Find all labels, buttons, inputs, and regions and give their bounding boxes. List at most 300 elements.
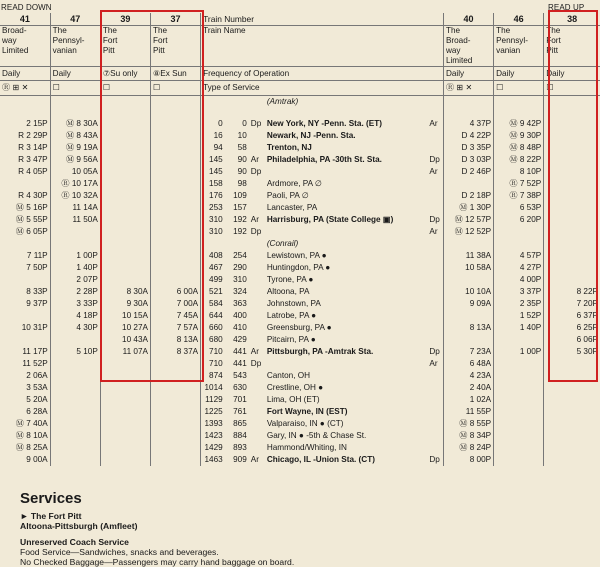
c47-cell: 2 07P <box>50 274 100 286</box>
c47-cell: Ⓜ 9 19A <box>50 142 100 154</box>
km-cell: 1129 <box>201 394 225 406</box>
c47-cell <box>50 442 100 454</box>
service-type-cell: ☐ <box>50 81 100 96</box>
mi-cell: 254 <box>233 251 247 260</box>
c38-cell <box>544 118 600 130</box>
c39-cell <box>100 178 150 190</box>
km-cell: 710 710 <box>201 346 225 370</box>
station-cell: Pittsburgh, PA -Amtrak Sta. <box>266 347 374 356</box>
c47-cell: 4 18P <box>50 310 100 322</box>
services-food: Food Service—Sandwiches, snacks and beverages. <box>20 547 219 557</box>
ad2-cell: Dp Ar <box>429 215 440 236</box>
ad2-cell <box>427 310 443 322</box>
train-number-cell: 41 <box>0 13 50 26</box>
ad1-cell <box>249 142 265 154</box>
c40-cell: Ⓜ 8 34P <box>443 430 493 442</box>
ad1-cell <box>249 310 265 322</box>
c47-cell: Ⓜ 8 30A <box>50 118 100 130</box>
ad1-cell: Ar Dp <box>250 215 262 236</box>
train-name-cell: The Fort Pitt <box>150 26 200 67</box>
table-row <box>0 130 600 142</box>
c39-cell <box>100 250 150 262</box>
station-cell: Johnstown, PA <box>266 299 321 308</box>
km-cell: 499 <box>201 274 225 286</box>
c41-cell <box>0 96 50 119</box>
c37-cell <box>150 274 200 286</box>
c38-cell <box>544 430 600 442</box>
frequency-cell: Daily <box>443 67 493 81</box>
ad2-cell <box>427 442 443 454</box>
station-cell: Paoli, PA ∅ <box>266 191 309 200</box>
c38-cell <box>544 394 600 406</box>
mi-cell: 324 <box>233 287 247 296</box>
table-row <box>0 202 600 214</box>
mi-cell: 0 <box>242 119 247 128</box>
c37-cell <box>150 178 200 190</box>
c37-cell: 6 00A <box>150 286 200 298</box>
c37-cell <box>150 130 200 142</box>
c38-cell: 8 22P <box>544 286 600 298</box>
service-type-cell: ☐ <box>150 81 200 96</box>
service-type-cell: ☐ <box>100 81 150 96</box>
table-row <box>0 442 600 454</box>
c37-cell: 7 00A <box>150 298 200 310</box>
c41-cell <box>0 334 50 346</box>
table-row <box>0 382 600 394</box>
c38-cell: 6 06P <box>544 334 600 346</box>
mi-cell: 310 <box>233 275 247 284</box>
km-cell: 660 <box>201 322 225 334</box>
c38-cell <box>544 154 600 178</box>
c47-cell <box>50 382 100 394</box>
c38-cell <box>544 202 600 214</box>
station-cell: New York, NY -Penn. Sta. (ET) <box>266 119 382 128</box>
c46-cell: 1 40P <box>494 322 544 334</box>
c40-cell: 11 55P <box>443 406 493 418</box>
mi-cell: 865 <box>233 419 247 428</box>
ad2-cell <box>427 418 443 430</box>
ad1-cell <box>249 178 265 190</box>
c46-cell <box>494 382 544 394</box>
c47-cell: 11 50A <box>50 214 100 238</box>
c37-cell <box>150 406 200 418</box>
service-type-cell: ☐ <box>494 81 544 96</box>
mi-cell: 630 <box>233 383 247 392</box>
c38-cell <box>544 130 600 142</box>
mi-cell: 90 90 <box>237 155 247 176</box>
table-row <box>0 190 600 202</box>
train-number-cell: Train Number <box>201 13 444 26</box>
c47-cell <box>50 96 100 119</box>
ad2-cell <box>427 96 443 119</box>
c39-cell <box>100 418 150 430</box>
mi-cell: 893 <box>233 443 247 452</box>
station-cell: Crestline, OH ● <box>266 383 324 392</box>
ad2-cell <box>427 298 443 310</box>
c40-cell: D 2 18P <box>443 190 493 202</box>
station-cell: Valparaiso, IN ● (CT) <box>266 419 344 428</box>
c39-cell <box>100 442 150 454</box>
c37-cell: 7 57A <box>150 322 200 334</box>
c47-cell <box>50 406 100 418</box>
station-cell: Philadelphia, PA -30th St. Sta. <box>266 155 382 164</box>
c46-cell: Ⓜ 8 48P <box>494 142 544 154</box>
c47-cell: Ⓜ 8 43A <box>50 130 100 142</box>
mi-cell: 701 <box>233 395 247 404</box>
c37-cell: 8 37A <box>150 346 200 370</box>
ad2-cell <box>427 238 443 250</box>
c46-cell <box>494 442 544 454</box>
c40-cell: Ⓜ 1 30P <box>443 202 493 214</box>
km-cell <box>201 238 225 250</box>
km-cell: 467 <box>201 262 225 274</box>
mi-cell <box>225 238 249 250</box>
c47-cell: 2 28P <box>50 286 100 298</box>
c39-cell <box>100 154 150 178</box>
mi-cell: 400 <box>233 311 247 320</box>
c47-cell <box>50 238 100 250</box>
c41-cell: 2 06A <box>26 371 48 380</box>
c40-cell: D 3 35P <box>443 142 493 154</box>
c46-cell <box>494 394 544 406</box>
table-row <box>0 96 600 119</box>
c41-cell: 9 00A <box>26 455 48 464</box>
ad1-cell: Dp <box>250 119 262 128</box>
table-row <box>0 418 600 430</box>
c38-cell <box>544 190 600 202</box>
read-down-caption: READ DOWN <box>1 3 52 12</box>
c37-cell <box>150 214 200 238</box>
table-row <box>0 274 600 286</box>
mi-cell: 410 <box>233 323 247 332</box>
c47-cell <box>50 418 100 430</box>
km-cell: 874 <box>201 370 225 382</box>
c47-cell: 5 10P <box>50 346 100 370</box>
c46-cell: 6 20P <box>494 214 544 238</box>
c40-cell: 8 00P <box>443 454 493 466</box>
mi-cell: 157 <box>233 203 247 212</box>
mi-cell: 98 <box>237 179 247 188</box>
c38-cell: 6 25P <box>544 322 600 334</box>
mi-cell <box>225 96 249 119</box>
mi-cell: 429 <box>233 335 247 344</box>
ad1-cell: Ar Dp <box>250 347 262 368</box>
km-cell: 1463 <box>201 454 225 466</box>
table-row <box>0 310 600 322</box>
c46-cell <box>494 454 544 466</box>
train-name-cell: The Broad- way Limited <box>443 26 493 67</box>
c37-cell <box>150 262 200 274</box>
ad1-cell <box>249 202 265 214</box>
c39-cell <box>100 394 150 406</box>
train-name-cell: The Fort Pitt <box>100 26 150 67</box>
c41-cell: 6 28A <box>26 407 48 416</box>
c37-cell <box>150 238 200 250</box>
services-train: ► The Fort Pitt <box>20 511 82 521</box>
c39-cell <box>100 370 150 382</box>
station-cell: (Amtrak) <box>266 97 299 106</box>
ad1-cell <box>249 298 265 310</box>
c38-cell <box>544 214 600 238</box>
ad2-cell: Dp Ar <box>429 155 440 176</box>
c46-cell: 4 57P <box>494 250 544 262</box>
c37-cell <box>150 418 200 430</box>
mi-cell: 58 <box>237 143 247 152</box>
station-cell: Lima, OH (ET) <box>266 395 320 404</box>
ad2-cell <box>427 274 443 286</box>
c38-cell <box>544 142 600 154</box>
ad1-cell <box>249 370 265 382</box>
c39-cell <box>100 454 150 466</box>
ad2-cell <box>427 250 443 262</box>
station-cell: Lewistown, PA ● <box>266 251 327 260</box>
station-cell: Pitcairn, PA ● <box>266 335 316 344</box>
table-row <box>0 322 600 334</box>
ad1-cell <box>249 130 265 142</box>
table-row <box>0 238 600 250</box>
ad1-cell <box>249 274 265 286</box>
frequency-cell: Daily <box>544 67 600 81</box>
frequency-cell: ⑧Ex Sun <box>150 67 200 81</box>
c39-cell <box>100 190 150 202</box>
service-type-cell: Ⓡ ⊞ ✕ <box>0 81 50 96</box>
c40-cell: 2 40A <box>443 382 493 394</box>
timetable <box>0 13 600 466</box>
station-cell: Latrobe, PA ● <box>266 311 317 320</box>
table-row <box>0 250 600 262</box>
ad2-cell <box>427 406 443 418</box>
c39-cell <box>100 214 150 238</box>
c41-cell <box>0 274 50 286</box>
c41-cell: 3 53A <box>26 383 48 392</box>
mi-cell: 761 <box>233 407 247 416</box>
ad1-cell <box>249 430 265 442</box>
c47-cell: 1 40P <box>50 262 100 274</box>
table-row <box>0 142 600 154</box>
c41-cell: 2 15P <box>26 119 48 128</box>
c38-cell <box>544 382 600 394</box>
mi-cell: 543 <box>233 371 247 380</box>
c37-cell <box>150 382 200 394</box>
c46-cell <box>494 418 544 430</box>
c37-cell <box>150 118 200 130</box>
service-type-cell: Ⓡ ⊞ ✕ <box>443 81 493 96</box>
c39-cell: 11 07A <box>100 346 150 370</box>
ad1-cell: Ar Dp <box>250 155 262 176</box>
train-number-cell: 39 <box>100 13 150 26</box>
table-row <box>0 154 600 178</box>
mi-cell: 884 <box>233 431 247 440</box>
c41-cell: Ⓜ 5 16P <box>15 203 48 212</box>
train-name-cell: Broad- way Limited <box>0 26 50 67</box>
c46-cell: 3 37P <box>494 286 544 298</box>
km-cell <box>201 96 225 119</box>
c37-cell <box>150 370 200 382</box>
c41-cell <box>0 178 50 190</box>
c39-cell <box>100 118 150 130</box>
table-row <box>0 394 600 406</box>
km-cell: 145 145 <box>201 154 225 178</box>
c39-cell: 10 43A <box>100 334 150 346</box>
c41-cell: Ⓜ 7 40A <box>15 419 48 428</box>
services-coach: Unreserved Coach Service <box>20 537 129 547</box>
services-section <box>20 490 580 567</box>
table-row <box>0 430 600 442</box>
service-type-cell: ☐ <box>544 81 600 96</box>
c41-cell: Ⓜ 8 10A <box>15 431 48 440</box>
km-cell: 16 <box>201 130 225 142</box>
mi-cell: 363 <box>233 299 247 308</box>
train-name-cell: Train Name <box>201 26 444 67</box>
c39-cell <box>100 96 150 119</box>
services-baggage: No Checked Baggage—Passengers may carry hand baggage on board. <box>20 557 295 567</box>
km-cell: 253 <box>201 202 225 214</box>
frequency-cell: Daily <box>494 67 544 81</box>
ad2-cell: Dp <box>429 455 440 464</box>
train-name-cell: The Pennsyl- vanian <box>494 26 544 67</box>
mi-cell: 109 <box>233 191 247 200</box>
ad2-cell <box>427 322 443 334</box>
station-cell: Lancaster, PA <box>266 203 318 212</box>
c47-cell <box>50 334 100 346</box>
ad1-cell: Ar <box>250 455 259 464</box>
c46-cell: Ⓜ 9 42P <box>494 118 544 130</box>
c46-cell: 6 53P <box>494 202 544 214</box>
mi-cell: 909 <box>233 455 247 464</box>
ad2-cell <box>427 190 443 202</box>
frequency-cell: Frequency of Operation <box>201 67 444 81</box>
c47-cell: 1 00P <box>50 250 100 262</box>
c38-cell: 7 20P <box>544 298 600 310</box>
c47-cell <box>50 430 100 442</box>
c38-cell <box>544 442 600 454</box>
c38-cell: 6 37P <box>544 310 600 322</box>
station-cell: Newark, NJ -Penn. Sta. <box>266 131 356 140</box>
c40-cell <box>443 334 493 346</box>
c39-cell <box>100 262 150 274</box>
c39-cell <box>100 142 150 154</box>
c40-cell <box>443 310 493 322</box>
c39-cell <box>100 238 150 250</box>
c40-cell: Ⓜ 8 55P <box>443 418 493 430</box>
c38-cell <box>544 370 600 382</box>
ad1-cell <box>249 406 265 418</box>
ad2-cell: Ar <box>429 119 438 128</box>
c40-cell: 11 38A <box>443 250 493 262</box>
station-cell: Altoona, PA <box>266 287 310 296</box>
c40-cell: 9 09A <box>443 298 493 310</box>
ad1-cell <box>249 442 265 454</box>
station-cell: Harrisburg, PA (State College ▣) <box>266 215 394 224</box>
train-number-cell: 38 <box>544 13 600 26</box>
c40-cell: 10 58A <box>443 262 493 274</box>
c41-cell: 10 31P <box>21 323 48 332</box>
ad2-cell <box>427 286 443 298</box>
read-up-caption: READ UP <box>548 3 585 12</box>
services-route: Altoona-Pittsburgh (Amfleet) <box>20 521 138 531</box>
table-row <box>0 118 600 130</box>
c41-cell: 9 37P <box>26 299 48 308</box>
ad2-cell <box>427 178 443 190</box>
c46-cell <box>494 334 544 346</box>
c40-cell <box>443 96 493 119</box>
c40-cell: D 4 22P <box>443 130 493 142</box>
table-row <box>0 334 600 346</box>
c40-cell: 4 37P <box>443 118 493 130</box>
km-cell: 0 <box>201 118 225 130</box>
c41-cell: 7 11P <box>26 251 48 260</box>
c37-cell <box>150 394 200 406</box>
c47-cell: Ⓡ 10 17A <box>50 178 100 190</box>
station-cell: Hammond/Whiting, IN <box>266 443 347 452</box>
station-cell: Greensburg, PA ● <box>266 323 332 332</box>
c37-cell <box>150 430 200 442</box>
c41-cell <box>0 310 50 322</box>
c40-cell: 7 23A 6 48A <box>443 346 493 370</box>
c47-cell <box>50 370 100 382</box>
c40-cell: 1 02A <box>443 394 493 406</box>
ad1-cell <box>249 418 265 430</box>
services-heading: Services <box>20 490 82 507</box>
c41-cell: R 3 14P <box>18 143 48 152</box>
c46-cell <box>494 238 544 250</box>
c41-cell: Ⓜ 8 25A <box>15 443 48 452</box>
ad2-cell <box>427 262 443 274</box>
ad1-cell <box>249 322 265 334</box>
c40-cell: 4 23A <box>443 370 493 382</box>
c39-cell: 8 30A <box>100 286 150 298</box>
c40-cell: 10 10A <box>443 286 493 298</box>
c47-cell: Ⓜ 9 56A 10 05A <box>50 154 100 178</box>
c38-cell <box>544 96 600 119</box>
c47-cell: Ⓡ 10 32A <box>50 190 100 202</box>
ad2-cell <box>427 334 443 346</box>
ad2-cell <box>427 202 443 214</box>
km-cell: 1225 <box>201 406 225 418</box>
ad1-cell <box>249 238 265 250</box>
c47-cell: 11 14A <box>50 202 100 214</box>
km-cell: 408 <box>201 250 225 262</box>
c37-cell <box>150 142 200 154</box>
c39-cell <box>100 382 150 394</box>
c41-cell: R 3 47P R 4 05P <box>18 155 48 176</box>
station-cell: Fort Wayne, IN (EST) <box>266 407 348 416</box>
ad2-cell: Dp Ar <box>429 347 440 368</box>
c47-cell: 4 30P <box>50 322 100 334</box>
train-number-cell: 47 <box>50 13 100 26</box>
km-cell: 1429 <box>201 442 225 454</box>
c38-cell <box>544 262 600 274</box>
ad1-cell <box>249 394 265 406</box>
c46-cell: 2 35P <box>494 298 544 310</box>
c41-cell: R 4 30P <box>18 191 48 200</box>
c47-cell <box>50 394 100 406</box>
km-cell: 176 <box>201 190 225 202</box>
c40-cell: D 3 03P D 2 46P <box>443 154 493 178</box>
mi-cell: 290 <box>233 263 247 272</box>
c46-cell <box>494 96 544 119</box>
c38-cell: 5 30P <box>544 346 600 370</box>
c46-cell: Ⓡ 7 52P <box>494 178 544 190</box>
train-number-cell: 40 <box>443 13 493 26</box>
train-name-cell: The Pennsyl- vanian <box>50 26 100 67</box>
train-number-cell: 37 <box>150 13 200 26</box>
c37-cell <box>150 454 200 466</box>
station-cell: Ardmore, PA ∅ <box>266 179 323 188</box>
c41-cell: Ⓜ 5 55P Ⓜ 6 05P <box>15 215 48 236</box>
c46-cell: 1 52P <box>494 310 544 322</box>
mi-cell: 192 192 <box>233 215 247 236</box>
